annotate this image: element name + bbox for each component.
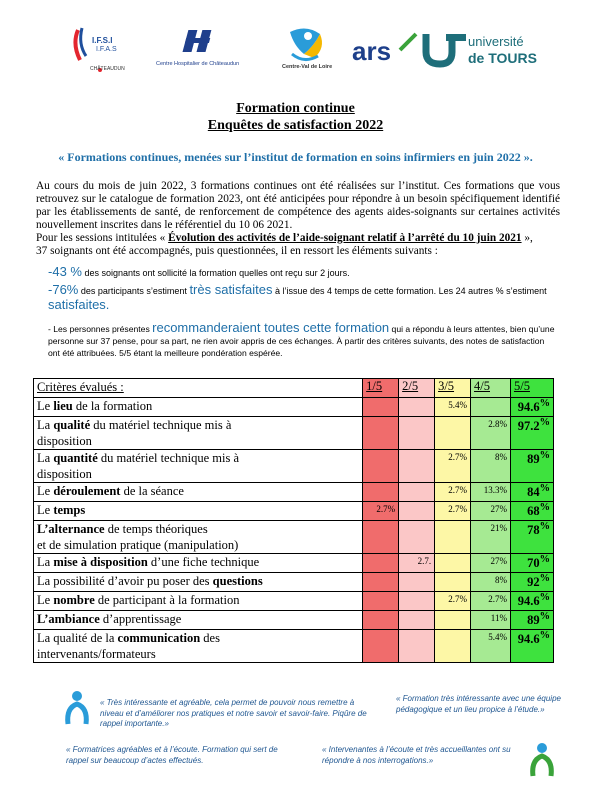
session-pre: Pour les sessions intitulées « xyxy=(36,232,169,244)
criteria-row xyxy=(34,483,554,502)
score-c2 xyxy=(399,630,435,663)
header-2of5: 2/5 xyxy=(399,379,435,398)
participants-paragraph: 37 soignants ont été accompagnés, puis questionnées, il en ressort les éléments suivants : xyxy=(36,245,438,257)
criteria-post: des xyxy=(200,631,220,645)
criteria-line1 xyxy=(37,483,359,499)
criteria-line1-text xyxy=(37,483,184,499)
ifsi-line1: I.F.S.I xyxy=(92,36,113,45)
criteria-bold: communication xyxy=(117,631,201,645)
score-c3: 2.7% xyxy=(435,592,471,611)
score-c5-unit: % xyxy=(539,554,550,565)
ch-emblem-icon xyxy=(152,24,252,64)
criteria-line1 xyxy=(37,611,359,627)
criteria-pre: Le xyxy=(37,484,54,498)
score-c4: 2.8% xyxy=(471,417,511,450)
ch-logo xyxy=(152,24,252,78)
session-post: », xyxy=(521,232,533,244)
score-c4: 21% xyxy=(471,521,511,554)
bullet-text: - Les personnes présentes xyxy=(48,324,153,334)
score-c2: 2.7. xyxy=(399,554,435,573)
score-c5-value: 94.6 xyxy=(517,632,540,647)
header-4of5: 4/5 xyxy=(471,379,511,398)
score-c3 xyxy=(435,417,471,450)
score-c5-value: 92 xyxy=(527,575,540,590)
criteria-label xyxy=(34,483,363,502)
criteria-bold: qualité xyxy=(53,418,91,432)
criteria-bold: déroulement xyxy=(53,484,121,498)
score-c1 xyxy=(363,554,399,573)
score-c5 xyxy=(510,554,553,573)
score-c4: 11% xyxy=(471,611,511,630)
criteria-row xyxy=(34,502,554,521)
criteria-bold: L’alternance xyxy=(37,522,105,536)
score-c5-unit: % xyxy=(539,573,550,584)
criteria-post: du matériel technique mis à xyxy=(97,451,240,465)
bullet-text: à l’issue des 4 temps de cette formation. Les 24 autres % s’estiment xyxy=(272,286,547,296)
bullet-text: qui a répondu à leurs attentes, bien qu’une personne sur 37 pense, pour sa part, ne rien avoir appris de ces échanges. À partir des critères suivants, des notes de satisfaction ont été attribuées. 5/5 étant la meilleure pondération espérée. xyxy=(48,324,555,358)
table-header-row xyxy=(34,379,554,398)
score-c2 xyxy=(399,521,435,554)
score-c5-unit: % xyxy=(539,630,550,641)
ut-emblem-icon xyxy=(422,30,466,70)
criteria-line1 xyxy=(37,554,359,570)
criteria-line1-text xyxy=(37,611,181,627)
criteria-row xyxy=(34,554,554,573)
criteria-row xyxy=(34,592,554,611)
bullet-solicited xyxy=(48,265,558,280)
criteria-line1 xyxy=(37,398,359,414)
score-c2 xyxy=(399,483,435,502)
score-c5-value: 94.6 xyxy=(517,400,540,415)
score-c1: 2.7% xyxy=(363,502,399,521)
criteria-line1-text xyxy=(37,554,259,570)
criteria-label xyxy=(34,521,363,554)
criteria-bold: mise à disposition xyxy=(53,555,148,569)
score-c2 xyxy=(399,611,435,630)
criteria-label xyxy=(34,611,363,630)
ars-logo xyxy=(350,24,422,78)
score-c4: 5.4% xyxy=(471,630,511,663)
criteria-row xyxy=(34,630,554,663)
criteria-line1 xyxy=(37,592,359,608)
criteria-post: de la formation xyxy=(72,399,153,413)
ut-logo xyxy=(422,24,537,78)
criteria-label xyxy=(34,630,363,663)
score-c2 xyxy=(399,417,435,450)
score-c5-unit: % xyxy=(539,592,550,603)
score-c4: 27% xyxy=(471,502,511,521)
header-5of5: 5/5 xyxy=(510,379,553,398)
score-c5 xyxy=(510,611,553,630)
person-icon xyxy=(62,690,92,726)
criteria-bold: lieu xyxy=(53,399,73,413)
score-c3 xyxy=(435,554,471,573)
score-c5-value: 70 xyxy=(527,556,540,571)
criteria-label xyxy=(34,398,363,417)
ut-label1: université xyxy=(468,34,524,49)
criteria-row xyxy=(34,521,554,554)
score-c4: 8% xyxy=(471,573,511,592)
bullet-dash: - xyxy=(48,282,53,297)
criteria-line1-text xyxy=(37,573,263,589)
criteria-line2: disposition xyxy=(37,434,92,448)
criteria-post: du matériel technique mis à xyxy=(90,418,232,432)
ut-label2: de TOURS xyxy=(468,50,537,66)
criteria-bold: L’ambiance xyxy=(37,612,100,626)
criteria-line1-text xyxy=(37,502,85,518)
criteria-row xyxy=(34,450,554,483)
quote-4: « Intervenantes à l’écoute et très accueillantes ont su répondre à nos interrogations.» xyxy=(322,745,511,765)
score-c5-unit: % xyxy=(539,483,550,494)
score-c1 xyxy=(363,483,399,502)
score-c2 xyxy=(399,592,435,611)
score-c1 xyxy=(363,611,399,630)
ars-label: ars xyxy=(352,36,392,66)
bullet-pct: 76% xyxy=(52,282,79,297)
person-icon xyxy=(528,742,556,778)
bullet-text: des soignants ont sollicité la formation quelles ont reçu sur 2 jours. xyxy=(81,268,350,278)
quote-2: « Formation très intéressante avec une équipe pédagogique et un lieu propice à l’étude.» xyxy=(396,694,561,714)
criteria-bold: quantité xyxy=(53,451,98,465)
ifsi-logo xyxy=(70,24,140,78)
score-c4: 2.7% xyxy=(471,592,511,611)
bullet-highlight: très satisfaites xyxy=(189,282,273,297)
criteria-post: de la séance xyxy=(120,484,184,498)
score-c2 xyxy=(399,398,435,417)
score-c5 xyxy=(510,450,553,483)
criteria-table xyxy=(33,378,554,663)
page-subtitle: Enquêtes de satisfaction 2022 xyxy=(207,118,384,133)
criteria-line1 xyxy=(37,521,359,537)
score-c1 xyxy=(363,450,399,483)
quote-3: « Formatrices agréables et à l’écoute. Formation qui sert de rappel sur beaucoup d’actes effectués. xyxy=(66,745,278,765)
criteria-pre: La qualité de la xyxy=(37,631,118,645)
criteria-row xyxy=(34,398,554,417)
ars-arrow-icon xyxy=(398,32,418,52)
session-title: Évolution des activités de l’aide-soignant relatif à l’arrêté du 10 juin 2021 xyxy=(168,232,522,244)
score-c1 xyxy=(363,398,399,417)
bullet-highlight: recommanderaient toutes cette formation xyxy=(152,320,390,335)
criteria-post: de participant à la formation xyxy=(94,593,240,607)
ifsi-line2: I.F.A.S xyxy=(96,46,117,53)
criteria-line1 xyxy=(37,630,359,646)
criteria-bold: temps xyxy=(53,503,86,517)
quote-1: « Très intéressante et agréable, cela permet de pouvoir nous remettre à niveau et d’améliorer nos pratiques et notre savoir et savoir-faire. Piqûre de rappel importante.» xyxy=(100,698,367,728)
criteria-bold: nombre xyxy=(53,593,95,607)
criteria-pre: La xyxy=(37,451,54,465)
criteria-pre: Le xyxy=(37,503,54,517)
criteria-line1 xyxy=(37,573,359,589)
score-c5-value: 84 xyxy=(527,485,540,500)
criteria-label xyxy=(34,554,363,573)
score-c4: 8% xyxy=(471,450,511,483)
score-c5-value: 94.6 xyxy=(517,594,540,609)
score-c5-unit: % xyxy=(539,611,550,622)
score-c2 xyxy=(399,573,435,592)
crvl-logo xyxy=(270,24,350,78)
score-c1 xyxy=(363,592,399,611)
criteria-pre: La possibilité d’avoir pu poser des xyxy=(37,574,213,588)
criteria-label xyxy=(34,573,363,592)
score-c5-unit: % xyxy=(539,502,550,513)
score-c1 xyxy=(363,630,399,663)
criteria-line1-text xyxy=(37,417,231,433)
score-c5-unit: % xyxy=(539,398,550,409)
score-c3 xyxy=(435,521,471,554)
score-c5-value: 78 xyxy=(527,523,540,538)
score-c5 xyxy=(510,483,553,502)
criteria-line1-text xyxy=(37,630,220,646)
score-c3 xyxy=(435,573,471,592)
criteria-label xyxy=(34,502,363,521)
criteria-label xyxy=(34,417,363,450)
criteria-post: de temps théoriques xyxy=(104,522,208,536)
criteria-post: d’apprentissage xyxy=(99,612,182,626)
criteria-row xyxy=(34,573,554,592)
criteria-line1-text xyxy=(37,592,239,608)
criteria-pre: Le xyxy=(37,399,54,413)
score-c5 xyxy=(510,592,553,611)
criteria-pre: La xyxy=(37,418,54,432)
score-c3: 2.7% xyxy=(435,450,471,483)
crvl-label: Centre-Val de Loire xyxy=(282,64,333,70)
criteria-line1 xyxy=(37,417,359,433)
score-c3 xyxy=(435,611,471,630)
score-c5 xyxy=(510,502,553,521)
score-c5-value: 68 xyxy=(527,504,540,519)
criteria-row xyxy=(34,611,554,630)
session-paragraph xyxy=(36,232,560,245)
criteria-label xyxy=(34,592,363,611)
score-c5-unit: % xyxy=(539,417,550,428)
score-c5 xyxy=(510,398,553,417)
score-c3: 2.7% xyxy=(435,483,471,502)
criteria-row xyxy=(34,417,554,450)
ch-label: Centre Hospitalier de Châteaudun xyxy=(156,61,240,67)
logo-bar xyxy=(70,24,537,78)
score-c5 xyxy=(510,630,553,663)
score-c5-value: 89 xyxy=(527,452,540,467)
bullet-satisfied xyxy=(48,283,558,313)
criteria-line1-text xyxy=(37,450,239,466)
score-c1 xyxy=(363,573,399,592)
score-c4 xyxy=(471,398,511,417)
criteria-post: d’une fiche technique xyxy=(147,555,260,569)
bullet-dash: - xyxy=(48,264,53,279)
criteria-pre: Le xyxy=(37,593,54,607)
score-c5-value: 89 xyxy=(527,613,540,628)
criteria-pre: La xyxy=(37,555,54,569)
criteria-line1-text xyxy=(37,521,208,537)
score-c5 xyxy=(510,521,553,554)
intro-paragraph: Au cours du mois de juin 2022, 3 formations continues ont été réalisées sur l’institut. Ces formations que vous retrouvez sur le catalogue de formation 2023, ont été anticipées pour répondre à un besoin spécifiquement identifié par les établissements de santé, de renforcement de compétence des agents aides-soignants sur certaines activités nouvellement inscrites dans le référentiel du 10 06 2021. xyxy=(36,180,560,231)
score-c4: 27% xyxy=(471,554,511,573)
criteria-label xyxy=(34,450,363,483)
score-c1 xyxy=(363,521,399,554)
score-c5-unit: % xyxy=(539,521,550,532)
header-1of5: 1/5 xyxy=(363,379,399,398)
score-c5 xyxy=(510,417,553,450)
score-c5 xyxy=(510,573,553,592)
bullet-highlight: satisfaites. xyxy=(48,297,110,312)
page-title: Formation continue xyxy=(236,101,355,116)
criteria-line2: et de simulation pratique (manipulation) xyxy=(37,538,239,552)
score-c4: 13.3% xyxy=(471,483,511,502)
score-c1 xyxy=(363,417,399,450)
bullet-recommend xyxy=(48,322,558,359)
header-3of5: 3/5 xyxy=(435,379,471,398)
score-c3: 5.4% xyxy=(435,398,471,417)
score-c3 xyxy=(435,630,471,663)
criteria-line2: disposition xyxy=(37,467,92,481)
intro-quote: « Formations continues, menées sur l’institut de formation en soins infirmiers en juin 2022 ». xyxy=(58,150,533,164)
criteria-line1 xyxy=(37,450,359,466)
criteria-bold: questions xyxy=(212,574,263,588)
bullet-text: des participants s’estiment xyxy=(78,286,190,296)
score-c2 xyxy=(399,502,435,521)
score-c5-unit: % xyxy=(539,450,550,461)
criteria-line1 xyxy=(37,502,359,518)
criteria-line2: intervenants/formateurs xyxy=(37,647,156,661)
criteria-line1-text xyxy=(37,398,152,414)
score-c2 xyxy=(399,450,435,483)
ifsi-line3: CHÂTEAUDUN xyxy=(90,66,125,72)
score-c3: 2.7% xyxy=(435,502,471,521)
score-c5-value: 97.2 xyxy=(517,419,540,434)
bullet-pct: 43 % xyxy=(52,264,82,279)
header-criteria: Critères évalués : xyxy=(34,379,363,398)
